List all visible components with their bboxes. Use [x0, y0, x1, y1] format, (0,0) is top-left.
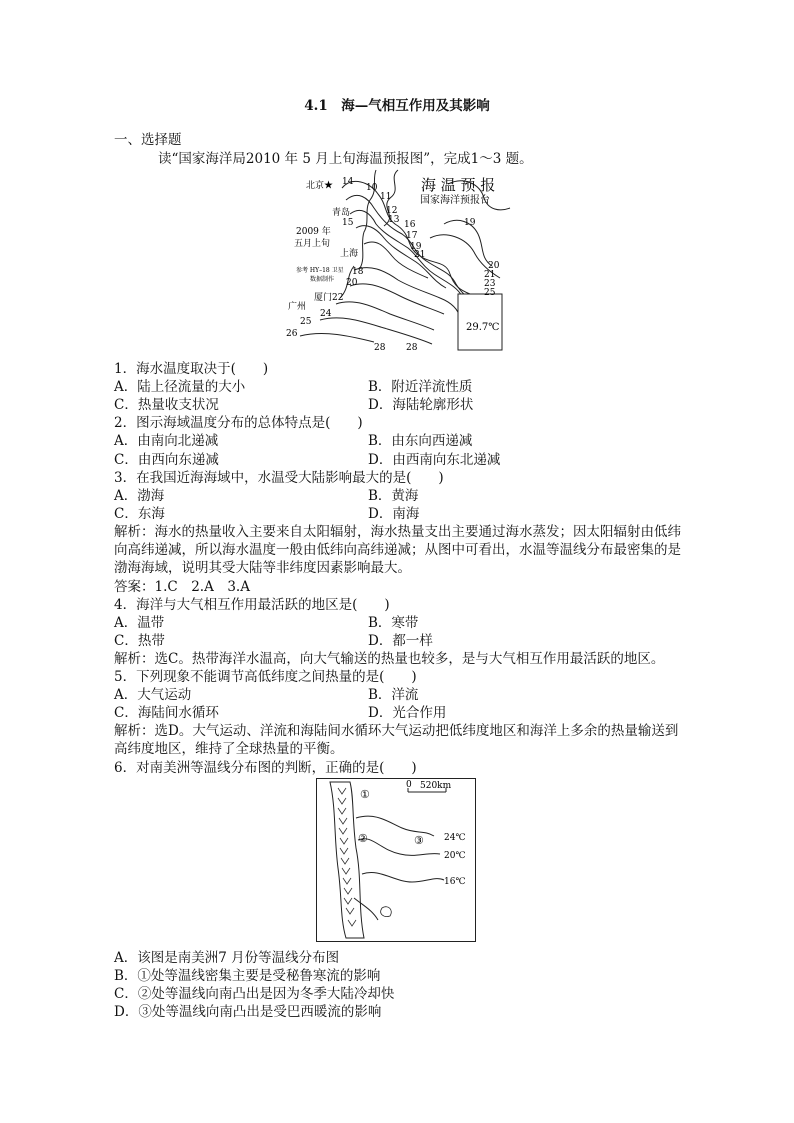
iso-17: 17	[406, 231, 418, 241]
q3-option-d: D．南海	[368, 506, 420, 522]
iso-10: 10	[366, 183, 378, 193]
iso-25a: 25	[484, 288, 496, 298]
iso-26: 26	[286, 329, 298, 339]
label-24c: 24℃	[444, 833, 466, 843]
analysis-5: 解析：选D。大气运动、洋流和海陆间水循环大气运动把低纬度地区和海洋上多余的热量输送到高纬度地区，维持了全球热量的平衡。	[114, 723, 679, 757]
q1-stem: 1．海水温度取决于( )	[114, 361, 269, 377]
q5-option-c: C．海陆间水循环	[114, 705, 219, 721]
answer-1-3: 答案：1.C 2.A 3.A	[114, 579, 250, 595]
ref-label-1: 参考 HY–18 卫星	[296, 267, 344, 274]
q2-option-a: A．由南向北递减	[114, 433, 219, 449]
analysis-4: 解析：选C。热带海洋水温高，向大气输送的热量也较多，是与大气相互作用最活跃的地区。	[114, 651, 665, 667]
marker-2: ②	[358, 832, 368, 845]
q4-option-b: B．寒带	[368, 615, 419, 631]
marker-3: ③	[414, 834, 424, 847]
q5-option-b: B．洋流	[368, 687, 419, 703]
shanghai-label: 上海	[340, 249, 359, 259]
iso-18: 18	[352, 267, 364, 277]
q4-stem: 4．海洋与大气相互作用最活跃的地区是( )	[114, 597, 390, 613]
iso-28b: 28	[406, 343, 418, 353]
q2-stem: 2．图示海域温度分布的总体特点是( )	[114, 415, 363, 431]
guangzhou-label: 广州	[288, 302, 307, 312]
q1-option-d: D．海陆轮廓形状	[368, 397, 474, 413]
analysis-1-3: 解析：海水的热量收入主要来自太阳辐射，海水热量支出主要通过海水蒸发；因太阳辐射由低纬向高纬递减，所以海水温度一般由低纬向高纬递减；从图中可看出，水温等温线分布最密集的是渤海海域，说明其受大陆等非纬度因素影响最大。	[114, 524, 681, 576]
q5-option-a: A．大气运动	[114, 687, 192, 703]
q1-option-b: B．附近洋流性质	[368, 379, 473, 395]
iso-21b: 21	[484, 270, 496, 280]
q2-option-b: B．由东向西递减	[368, 433, 473, 449]
scale-zero: 0	[406, 780, 412, 790]
q6-option-c: C．②处等温线向南凸出是因为冬季大陆冷却快	[114, 986, 395, 1002]
q1-option-a: A．陆上径流量的大小	[114, 379, 246, 395]
q3-option-b: B．黄海	[368, 488, 419, 504]
marker-1: ①	[360, 788, 370, 801]
map-heading: 海 温 预 报	[421, 176, 496, 194]
south-america-isotherm-map	[316, 778, 476, 942]
q3-option-c: C．东海	[114, 506, 165, 522]
q3-stem: 3．在我国近海海域中，水温受大陆影响最大的是( )	[114, 470, 444, 486]
label-20c: 20℃	[444, 851, 466, 861]
q2-option-d: D．由西南向东北递减	[368, 452, 501, 468]
iso-11: 11	[380, 192, 392, 202]
q1-option-c: C．热量收支状况	[114, 397, 219, 413]
section-heading: 一、选择题	[114, 132, 182, 148]
q6-option-a: A．该图是南美洲7 月份等温线分布图	[114, 950, 340, 966]
scale-label: 520km	[420, 781, 452, 791]
iso-23: 23	[484, 279, 496, 289]
q4-option-a: A．温带	[114, 615, 165, 631]
q2-option-c: C．由西向东递减	[114, 452, 219, 468]
intro-text: 读“国家海洋局2010 年 5 月上旬海温预报图”，完成1～3 题。	[158, 151, 533, 167]
beijing-label: 北京★	[306, 181, 334, 191]
iso-15: 15	[342, 218, 354, 228]
q4-option-c: C．热带	[114, 633, 165, 649]
q4-option-d: D．都一样	[368, 633, 433, 649]
iso-19b: 19	[464, 218, 476, 228]
iso-14: 14	[342, 177, 354, 187]
map-subheading: 国家海洋预报台	[420, 195, 490, 206]
iso-21a: 21	[414, 250, 426, 260]
iso-19a: 19	[410, 242, 422, 252]
period-label: 五月上旬	[294, 239, 331, 249]
q6-option-b: B．①处等温线密集主要是受秘鲁寒流的影响	[114, 968, 381, 984]
qingdao-label: 青岛	[332, 208, 351, 218]
q6-option-d: D．③处等温线向南凸出是受巴西暖流的影响	[114, 1004, 382, 1020]
island	[381, 907, 392, 917]
q5-stem: 5．下列现象不能调节高低纬度之间热量的是( )	[114, 669, 417, 685]
iso-25b: 25	[300, 317, 312, 327]
q3-option-a: A．渤海	[114, 488, 165, 504]
year-label: 2009 年	[296, 227, 331, 237]
page-title: 4.1 海—气相互作用及其影响	[304, 98, 490, 114]
iso-12: 12	[386, 206, 398, 216]
iso-20b: 20	[488, 261, 500, 271]
iso-13: 13	[388, 215, 400, 225]
xiamen-label: 厦门22	[314, 293, 344, 303]
q6-stem: 6．对南美洲等温线分布图的判断，正确的是( )	[114, 760, 417, 776]
iso-16: 16	[404, 220, 416, 230]
iso-24: 24	[320, 309, 332, 319]
sea-temperature-map	[280, 168, 520, 356]
label-16c: 16℃	[444, 877, 466, 887]
iso-20a: 20	[346, 278, 358, 288]
q5-option-d: D．光合作用	[368, 705, 447, 721]
iso-28a: 28	[374, 343, 386, 353]
box-temp-label: 29.7℃	[466, 322, 500, 333]
ref-label-2: 数据制作	[310, 276, 335, 283]
